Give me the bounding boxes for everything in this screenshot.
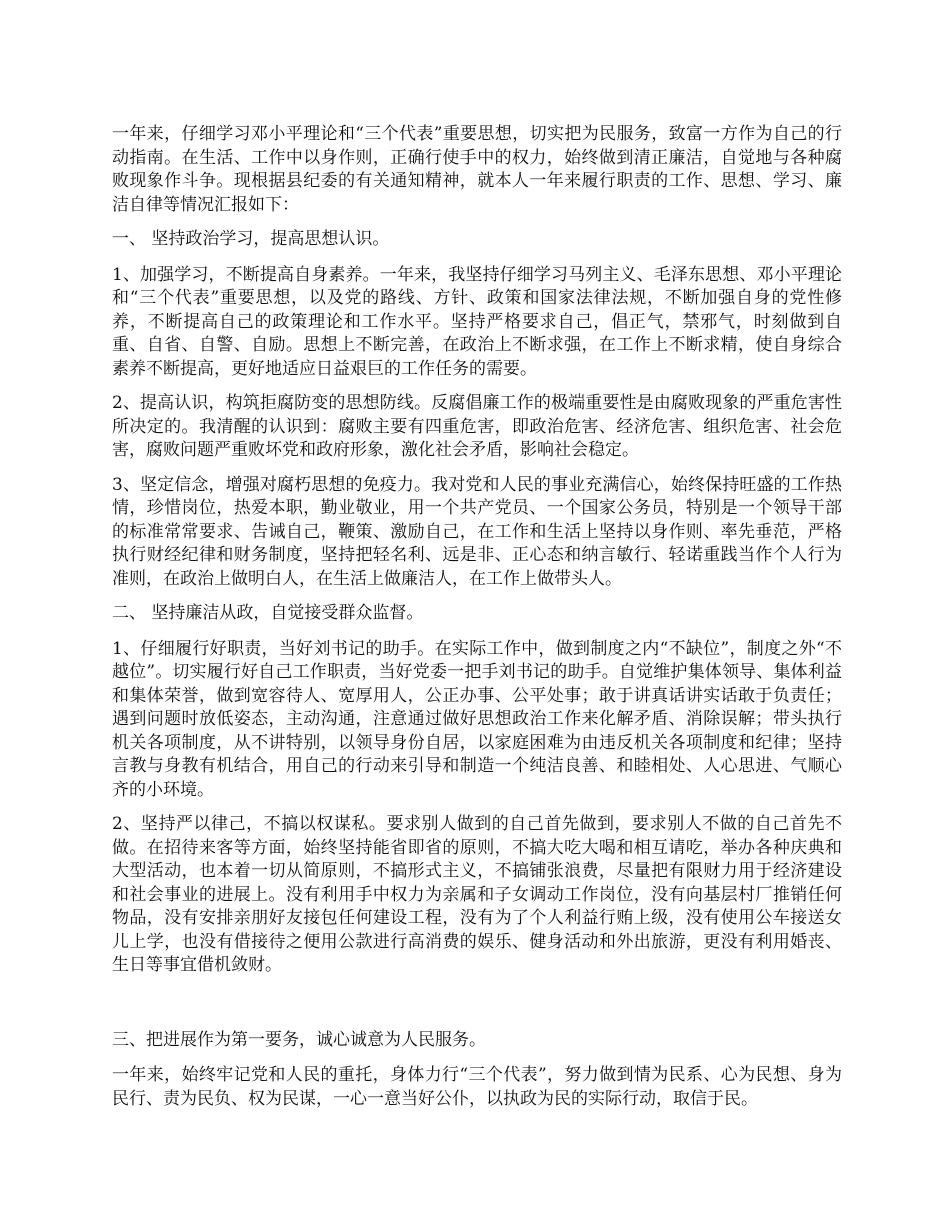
intro-paragraph: 一年来，仔细学习邓小平理论和“三个代表”重要思想，切实把为民服务，致富一方作为自己的行动指南。在生活、工作中以身作则，正确行使手中的权力，始终做到清正廉洁，自觉地与各种腐败现象作斗争。现根据县纪委的有关通知精神，就本人一年来履行职责的工作、思想、学习、廉洁自律等情况汇报如下： [112,124,842,215]
section-heading-2: 二、 坚持廉洁从政，自觉接受群众监督。 [112,603,424,623]
section-2-item-1: 1、仔细履行好职责，当好刘书记的助手。在实际工作中，做到制度之内“不缺位”，制度之外“不越位”。切实履行好自己工作职责，当好党委一把手刘书记的助手。自觉维护集体领导、集体利益和集体荣誉，做到宽容待人、宽厚用人，公正办事、公平处事；敢于讲真话讲实话敢于负责任；遇到问题时放低姿态，主动沟通，注意通过做好思想政治工作来化解矛盾、消除误解；带头执行机关各项制度，从不讲特别，以领导身份自居，以家庭困难为由违反机关各项制度和纪律；坚持言教与身教有机结合，用自己的行动来引导和制造一个纯洁良善、和睦相处、人心思进、气顺心齐的小环境。 [112,638,842,800]
section-heading-3: 三、把进展作为第一要务，诚心诚意为人民服务。 [112,1029,486,1050]
section-heading-1: 一、 坚持政治学习，提高思想认识。 [112,229,390,249]
section-1-item-2: 2、提高认识，构筑拒腐防变的思想防线。反腐倡廉工作的极端重要性是由腐败现象的严重危害性所决定的。我清醒的认识到：腐败主要有四重危害，即政治危害、经济危害、组织危害、社会危害，腐败问题严重败坏党和政府形象，激化社会矛盾，影响社会稳定。 [112,393,842,460]
blank-line [112,989,842,1029]
section-1-item-3: 3、坚定信念，增强对腐朽思想的免疫力。我对党和人民的事业充满信心，始终保持旺盛的工作热情，珍惜岗位，热爱本职，勤业敬业，用一个共产党员、一个国家公务员，特别是一个领导干部的标准常常要求、告诫自己，鞭策、激励自己，在工作和生活上坚持以身作则、率先垂范，严格执行财经纪律和财务制度，坚持把轻名利、远是非、正心态和纳言敏行、轻诺重践当作个人行为准则，在政治上做明白人，在生活上做廉洁人，在工作上做带头人。 [112,474,842,589]
document-page [112,123,842,1122]
section-1-item-1: 1、加强学习，不断提高自身素养。一年来，我坚持仔细学习马列主义、毛泽东思想、邓小平理论和“三个代表”重要思想，以及党的路线、方针、政策和国家法律法规，不断加强自身的党性修养，不断提高自己的政策理论和工作水平。坚持严格要求自己，倡正气，禁邪气，时刻做到自重、自省、自警、自励。思想上不断完善，在政治上不断求强，在工作上不断求精，使自身综合素养不断提高，更好地适应日益艰巨的工作任务的需要。 [112,264,842,379]
section-3-paragraph: 一年来，始终牢记党和人民的重托，身体力行“三个代表”，努力做到情为民系、心为民想、身为民行、责为民负、权为民谋，一心一意当好公仆，以执政为民的实际行动，取信于民。 [112,1065,842,1109]
section-2-item-2: 2、坚持严以律己，不搞以权谋私。要求别人做到的自己首先做到，要求别人不做的自己首先不做。在招待来客等方面，始终坚持能省即省的原则，不搞大吃大喝和相互请吃，举办各种庆典和大型活动，也本着一切从简原则，不搞形式主义，不搞铺张浪费，尽量把有限财力用于经济建设和社会事业的进展上。没有利用手中权力为亲属和子女调动工作岗位，没有向基层村厂推销任何物品，没有安排亲朋好友接包任何建设工程，没有为了个人利益行贿上级，没有使用公车接送女儿上学，也没有借接待之便用公款进行高消费的娱乐、健身活动和外出旅游，更没有利用婚丧、生日等事宜借机敛财。 [112,814,842,975]
